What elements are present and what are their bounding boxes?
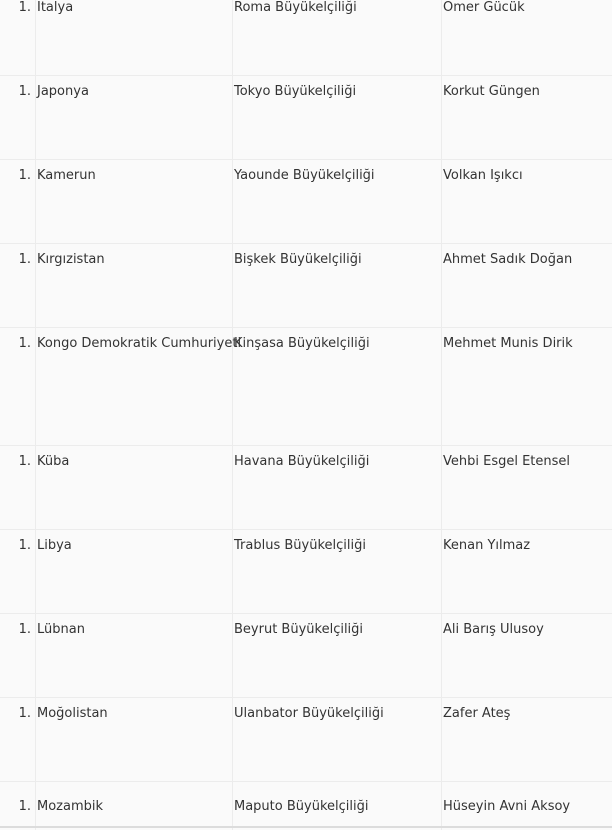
ambassador-cell: Korkut Güngen xyxy=(443,84,540,99)
table-row xyxy=(0,160,612,244)
country-cell: Japonya xyxy=(36,76,233,159)
country-cell: Kamerun xyxy=(36,160,233,243)
table-row xyxy=(0,782,612,830)
ambassador-cell: Vehbi Esgel Etensel xyxy=(443,454,571,469)
country-cell: Küba xyxy=(36,446,233,529)
ambassador-cell: Ali Barış Ulusoy xyxy=(443,622,544,637)
table-row xyxy=(0,244,612,328)
row-number: 1. xyxy=(0,446,36,529)
ambassador-cell: Volkan Işıkcı xyxy=(443,168,523,183)
table-row xyxy=(0,446,612,530)
ambassador-cell: Hüseyin Avni Aksoy xyxy=(443,799,571,814)
row-number: 1. xyxy=(0,782,36,830)
embassy-cell: Roma Büyükelçiliği xyxy=(233,0,442,75)
country-cell: Kongo Demokratik Cumhuriyeti xyxy=(36,328,233,445)
ambassador-cell: Kenan Yılmaz xyxy=(443,538,531,553)
row-number: 1. xyxy=(0,530,36,613)
row-number: 1. xyxy=(0,76,36,159)
embassy-cell: Beyrut Büyükelçiliği xyxy=(233,614,442,697)
embassy-cell: Havana Büyükelçiliği xyxy=(233,446,442,529)
country-cell: Moğolistan xyxy=(36,698,233,781)
row-number: 1. xyxy=(0,0,36,75)
row-number: 1. xyxy=(0,160,36,243)
table-row xyxy=(0,614,612,698)
row-number: 1. xyxy=(0,698,36,781)
table-row xyxy=(0,76,612,160)
embassy-cell: Ulanbator Büyükelçiliği xyxy=(233,698,442,781)
ambassador-cell: Mehmet Munis Dirik xyxy=(443,336,573,351)
ambassador-cell: Ömer Gücük xyxy=(443,0,525,15)
row-number: 1. xyxy=(0,328,36,445)
country-cell: Kırgızistan xyxy=(36,244,233,327)
table-row xyxy=(0,530,612,614)
table-row xyxy=(0,0,612,76)
country-cell: İtalya xyxy=(36,0,233,75)
ambassador-cell: Ahmet Sadık Doğan xyxy=(443,252,573,267)
embassy-cell: Maputo Büyükelçiliği xyxy=(233,782,442,830)
embassy-cell: Tokyo Büyükelçiliği xyxy=(233,76,442,159)
country-cell: Lübnan xyxy=(36,614,233,697)
embassy-cell: Yaounde Büyükelçiliği xyxy=(233,160,442,243)
embassy-cell: Trablus Büyükelçiliği xyxy=(233,530,442,613)
country-cell: Mozambik xyxy=(36,782,233,830)
row-number: 1. xyxy=(0,614,36,697)
embassy-cell: Bişkek Büyükelçiliği xyxy=(233,244,442,327)
table-row xyxy=(0,328,612,446)
ambassador-cell: Zafer Ateş xyxy=(443,706,511,721)
country-cell: Libya xyxy=(36,530,233,613)
table-row xyxy=(0,698,612,782)
row-number: 1. xyxy=(0,244,36,327)
embassy-cell: Kinşasa Büyükelçiliği xyxy=(233,328,442,445)
